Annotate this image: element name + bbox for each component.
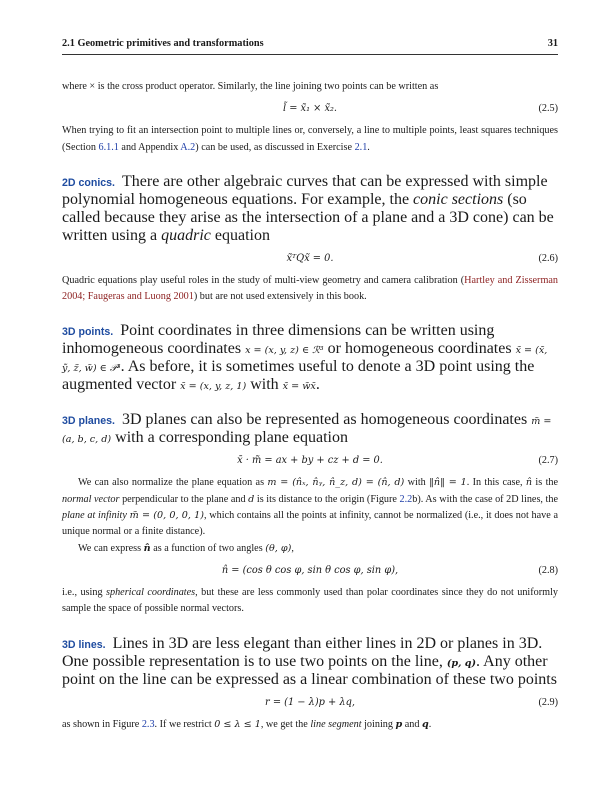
exercise-link[interactable]: 2.1 bbox=[354, 141, 368, 153]
heading-3d-planes: 3D planes. bbox=[62, 415, 115, 428]
paragraph: When trying to fit an intersection point to multiple lines or, conversely, a line to multiple points, least squares techniques (Section 6.1.1 and Appendix A.2) can be used, as discussed in Exercise 2.1. bbox=[62, 125, 558, 153]
page-number: 31 bbox=[547, 38, 558, 49]
section-title: 2.1 Geometric primitives and transformations bbox=[62, 38, 264, 49]
heading-2d-conics: 2D conics. bbox=[62, 176, 115, 189]
appendix-link[interactable]: A.2 bbox=[180, 141, 196, 153]
equation-number: (2.8) bbox=[538, 564, 558, 576]
equation-number: (2.6) bbox=[538, 252, 558, 264]
equation-number: (2.7) bbox=[538, 455, 558, 467]
paragraph: We can express n̂ as a function of two angles (θ, φ), bbox=[78, 542, 294, 554]
paragraph: i.e., using spherical coordinates, but these are less commonly used than polar coordinates since they do not uniformly sample the space of possible normal vectors. bbox=[62, 586, 558, 615]
page: 2.1 Geometric primitives and transformations 31 where × is the cross product operator. Similarly, the line joining two points can be written as l̃ = x̃₁ × x̃₂. (2.5) When trying to fit an intersection point to multiple lines or, conversely, a line to multiple points, least squares techniques (Section 6.1.1 and Appendix A.2) can be used, as discussed in Exercise 2.1. 2D conics. There are other algebraic curves that can be expressed with simple polynomial homogeneous equations. For example, the conic sections (so called because they arise as the intersection of a plane and a 3D cone) can be written using a quadric equation x̃ᵀQx̃ = 0. (2.6) Quadric equations play useful roles in the study of multi-view geometry and camera calibration (Hartley and Zisserman 2004; Faugeras and Luong 2001) but are not used extensively in this book. 3D points. Point coordinates in three dimensions can be written using inhomogeneous coordinates x = (x, y, z) ∈ ℛ³ or homogeneous coordinates x̃ = (x̃, ỹ, z̃, w̃) ∈ 𝒫³. As before, it is sometimes useful to denote a 3D point using the augmented vector x̄ = (x, y, z, 1) with x̃ = w̃x̄. 3D planes. 3D planes can also be represented as homogeneous coordinates m̃ = (a, b, c, d) with a corresponding plane equation x̄ · m̃ = ax + by + cz + d = 0. (2.7) We can also normalize the plane equation as m = (n̂ₓ, n̂ᵧ, n̂_z, d) = (n̂, d) with ‖n̂‖ = 1. In this case, n̂ is the normal vector perpendicular to the plane and d is its distance to the origin (Figure 2.2b). As with the case of 2D lines, the plane at infinity m̃ = (0, 0, 0, 1), which contains all the points at infinity, cannot be normalized (i.e., it does not have a unique normal or a finite distance). We can express n̂ as a function of two angles (θ, φ), n̂ = (cos θ cos φ, sin θ cos φ, sin φ), (2.8) i.e., using spherical coordinates, but these are less commonly used than polar coordinates since they do not uniformly sample the space of possible normal vectors. 3D lines. Lines in 3D are less elegant than either lines in 2D or planes in 3D. One possible representation is to use two points on the line, (p, q). Any other point on the line can be expressed as a linear combination of these two points r = (1 − λ)p + λq, (2.9) as shown in Figure 2.3. If we restrict 0 ≤ λ ≤ 1, we get the line segment joining p and q. bbox=[62, 38, 558, 733]
equation-2-5: l̃ = x̃₁ × x̃₂. (2.5) bbox=[62, 101, 558, 117]
running-header bbox=[62, 38, 558, 55]
figure-link[interactable]: 2.3 bbox=[141, 718, 155, 730]
paragraph: where × is the cross product operator. Similarly, the line joining two points can be written as bbox=[62, 81, 439, 92]
equation-2-7: x̄ · m̃ = ax + by + cz + d = 0. (2.7) bbox=[62, 453, 558, 469]
heading-3d-lines: 3D lines. bbox=[62, 638, 106, 651]
equation-number: (2.9) bbox=[538, 696, 558, 708]
paragraph: We can also normalize the plane equation as m = (n̂ₓ, n̂ᵧ, n̂_z, d) = (n̂, d) with ‖n̂‖ = 1. In this case, n̂ is the normal vector perpendicular to the plane and d is its distance to the origin (Figure 2.2b). As with the case of 2D lines, the plane at infinity m̃ = (0, 0, 0, 1), which contains all the points at infinity, cannot be normalized (i.e., it does not have a unique normal or a finite distance). bbox=[62, 477, 559, 538]
equation-number: (2.5) bbox=[538, 103, 558, 115]
equation-2-6: x̃ᵀQx̃ = 0. (2.6) bbox=[62, 251, 558, 267]
equation-2-9: r = (1 − λ)p + λq, (2.9) bbox=[62, 695, 558, 711]
section-link[interactable]: 6.1.1 bbox=[98, 141, 119, 153]
paragraph: Quadric equations play useful roles in the study of multi-view geometry and camera calibration (Hartley and Zisserman 2004; Faugeras and Luong 2001) but are not used extensively in this book. bbox=[62, 274, 558, 303]
heading-3d-points: 3D points. bbox=[62, 326, 114, 339]
figure-link[interactable]: 2.2 bbox=[399, 493, 413, 505]
paragraph: as shown in Figure 2.3. If we restrict 0 ≤ λ ≤ 1, we get the line segment joining p and q. bbox=[62, 718, 432, 730]
equation-2-8: n̂ = (cos θ cos φ, sin θ cos φ, sin φ), (2.8) bbox=[62, 563, 558, 579]
citation-link[interactable]: Hartley and Zisserman 2004; Faugeras and Luong 2001 bbox=[62, 274, 558, 303]
